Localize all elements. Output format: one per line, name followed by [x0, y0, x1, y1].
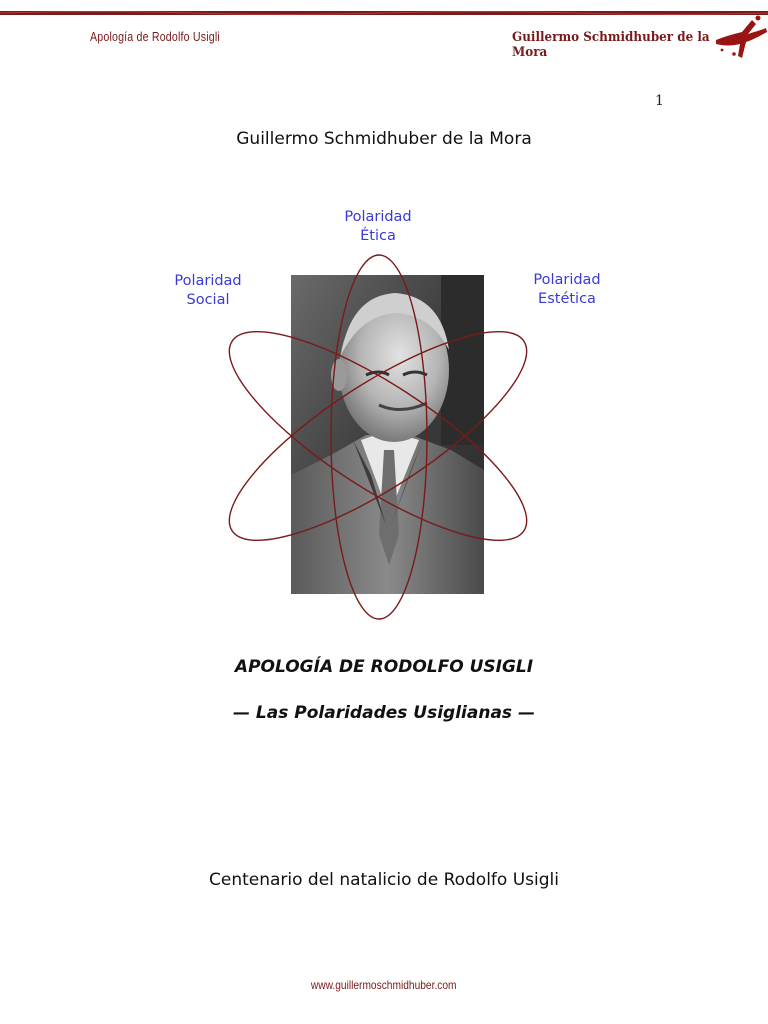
label-etica-line1: Polaridad — [344, 209, 412, 225]
book-subtitle: — Las Polaridades Usiglianas — — [233, 703, 535, 723]
page-number: 1 — [655, 93, 664, 109]
label-social-line1: Polaridad — [174, 273, 242, 289]
footer-website-text[interactable]: www.guillermoschmidhuber.com — [311, 978, 457, 992]
header-rule — [0, 10, 768, 16]
label-social-line2: Social — [186, 292, 230, 308]
book-title: APOLOGÍA DE RODOLFO USIGLI — [234, 657, 534, 677]
header-author-name: Guillermo Schmidhuber de la Mora — [512, 30, 710, 60]
label-etica-line2: Ética — [360, 228, 396, 244]
header-book-title: Apología de Rodolfo Usigli — [90, 29, 220, 44]
label-estetica-line1: Polaridad — [533, 272, 601, 288]
label-polaridad-estetica — [517, 271, 617, 309]
ink-splash-icon — [712, 10, 768, 66]
label-polaridad-social — [158, 272, 258, 310]
label-polaridad-etica — [328, 208, 428, 246]
author-name: Guillermo Schmidhuber de la Mora — [236, 129, 532, 149]
centenary-note: Centenario del natalicio de Rodolfo Usigli — [209, 870, 559, 890]
portrait-photo — [291, 275, 484, 594]
label-estetica-line2: Estética — [538, 291, 596, 307]
footer-website-link[interactable] — [0, 978, 768, 992]
